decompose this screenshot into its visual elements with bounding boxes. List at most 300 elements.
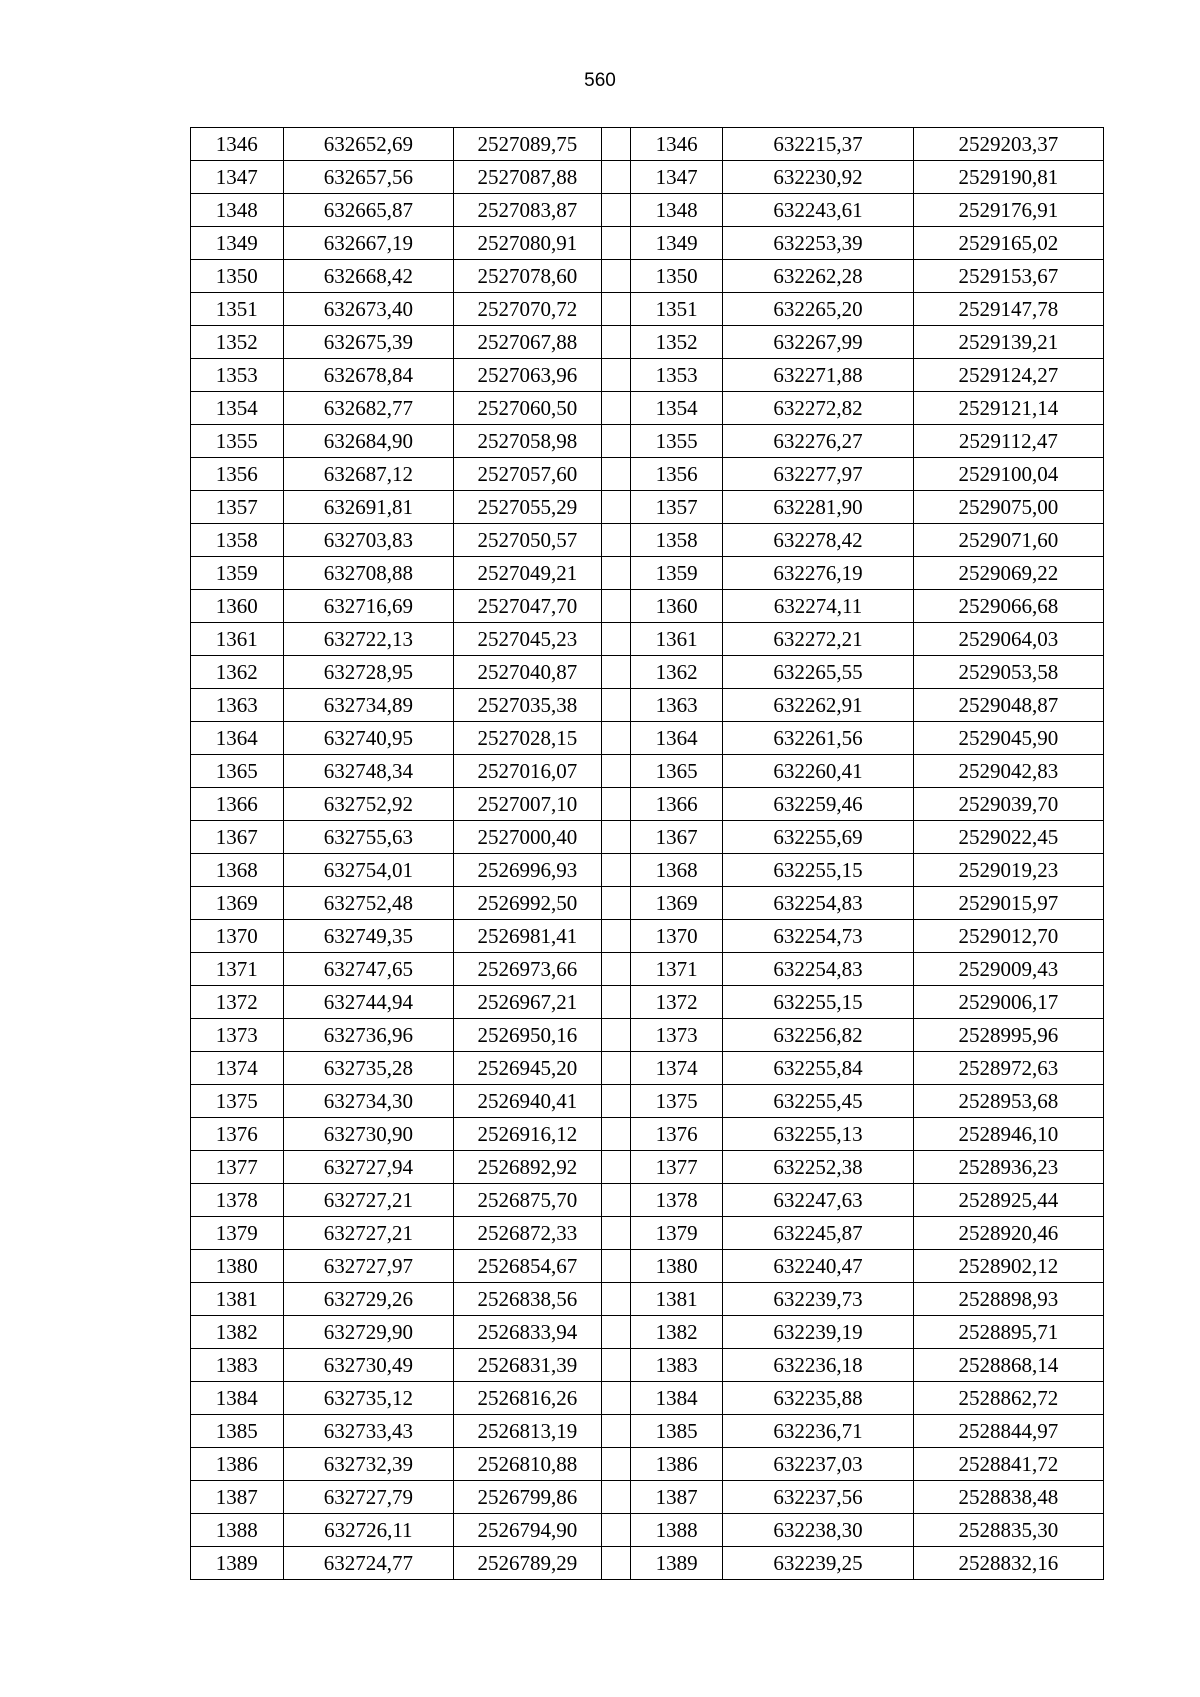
y-coordinate-right: 2528953,68	[913, 1085, 1103, 1118]
y-coordinate-left: 2527000,40	[454, 821, 602, 854]
x-coordinate-right: 632254,83	[723, 887, 913, 920]
y-coordinate-right: 2529069,22	[913, 557, 1103, 590]
y-coordinate-right: 2529121,14	[913, 392, 1103, 425]
y-coordinate-left: 2526838,56	[454, 1283, 602, 1316]
y-coordinate-right: 2529153,67	[913, 260, 1103, 293]
point-number-right: 1354	[630, 392, 723, 425]
y-coordinate-right: 2528862,72	[913, 1382, 1103, 1415]
point-number-left: 1367	[191, 821, 284, 854]
x-coordinate-left: 632729,90	[283, 1316, 454, 1349]
table-row	[191, 1118, 1104, 1151]
separator-cell	[601, 590, 630, 623]
x-coordinate-left: 632682,77	[283, 392, 454, 425]
x-coordinate-left: 632727,94	[283, 1151, 454, 1184]
y-coordinate-left: 2527067,88	[454, 326, 602, 359]
y-coordinate-left: 2526916,12	[454, 1118, 602, 1151]
point-number-right: 1365	[630, 755, 723, 788]
point-number-left: 1377	[191, 1151, 284, 1184]
table-row	[191, 887, 1104, 920]
table-row	[191, 1382, 1104, 1415]
point-number-right: 1386	[630, 1448, 723, 1481]
separator-cell	[601, 458, 630, 491]
x-coordinate-right: 632255,15	[723, 854, 913, 887]
point-number-left: 1365	[191, 755, 284, 788]
y-coordinate-right: 2528835,30	[913, 1514, 1103, 1547]
y-coordinate-left: 2527028,15	[454, 722, 602, 755]
separator-cell	[601, 1250, 630, 1283]
point-number-right: 1367	[630, 821, 723, 854]
y-coordinate-left: 2526872,33	[454, 1217, 602, 1250]
y-coordinate-left: 2527045,23	[454, 623, 602, 656]
point-number-right: 1356	[630, 458, 723, 491]
x-coordinate-left: 632735,28	[283, 1052, 454, 1085]
point-number-right: 1373	[630, 1019, 723, 1052]
point-number-left: 1387	[191, 1481, 284, 1514]
x-coordinate-left: 632703,83	[283, 524, 454, 557]
separator-cell	[601, 1052, 630, 1085]
x-coordinate-left: 632727,79	[283, 1481, 454, 1514]
x-coordinate-left: 632724,77	[283, 1547, 454, 1580]
x-coordinate-right: 632239,73	[723, 1283, 913, 1316]
point-number-right: 1370	[630, 920, 723, 953]
point-number-right: 1368	[630, 854, 723, 887]
table-row	[191, 788, 1104, 821]
point-number-left: 1364	[191, 722, 284, 755]
x-coordinate-left: 632755,63	[283, 821, 454, 854]
point-number-left: 1381	[191, 1283, 284, 1316]
separator-cell	[601, 260, 630, 293]
y-coordinate-right: 2529075,00	[913, 491, 1103, 524]
table-row	[191, 623, 1104, 656]
x-coordinate-left: 632727,97	[283, 1250, 454, 1283]
separator-cell	[601, 953, 630, 986]
point-number-left: 1378	[191, 1184, 284, 1217]
x-coordinate-right: 632239,25	[723, 1547, 913, 1580]
point-number-right: 1353	[630, 359, 723, 392]
coordinates-table-body	[191, 128, 1104, 1580]
point-number-right: 1363	[630, 689, 723, 722]
x-coordinate-left: 632736,96	[283, 1019, 454, 1052]
point-number-left: 1354	[191, 392, 284, 425]
y-coordinate-left: 2527057,60	[454, 458, 602, 491]
point-number-left: 1380	[191, 1250, 284, 1283]
y-coordinate-left: 2526816,26	[454, 1382, 602, 1415]
y-coordinate-left: 2526945,20	[454, 1052, 602, 1085]
y-coordinate-left: 2527089,75	[454, 128, 602, 161]
point-number-left: 1352	[191, 326, 284, 359]
y-coordinate-right: 2529147,78	[913, 293, 1103, 326]
y-coordinate-right: 2529012,70	[913, 920, 1103, 953]
x-coordinate-right: 632255,45	[723, 1085, 913, 1118]
y-coordinate-right: 2528902,12	[913, 1250, 1103, 1283]
y-coordinate-right: 2528936,23	[913, 1151, 1103, 1184]
x-coordinate-left: 632727,21	[283, 1184, 454, 1217]
y-coordinate-left: 2526810,88	[454, 1448, 602, 1481]
point-number-left: 1384	[191, 1382, 284, 1415]
table-row	[191, 656, 1104, 689]
point-number-left: 1348	[191, 194, 284, 227]
point-number-left: 1368	[191, 854, 284, 887]
y-coordinate-right: 2529015,97	[913, 887, 1103, 920]
y-coordinate-left: 2526799,86	[454, 1481, 602, 1514]
separator-cell	[601, 1316, 630, 1349]
table-row	[191, 1283, 1104, 1316]
x-coordinate-left: 632733,43	[283, 1415, 454, 1448]
y-coordinate-left: 2526973,66	[454, 953, 602, 986]
x-coordinate-right: 632271,88	[723, 359, 913, 392]
y-coordinate-right: 2529009,43	[913, 953, 1103, 986]
point-number-right: 1346	[630, 128, 723, 161]
x-coordinate-right: 632245,87	[723, 1217, 913, 1250]
y-coordinate-right: 2529203,37	[913, 128, 1103, 161]
table-row	[191, 194, 1104, 227]
y-coordinate-right: 2528920,46	[913, 1217, 1103, 1250]
y-coordinate-left: 2527050,57	[454, 524, 602, 557]
separator-cell	[601, 1415, 630, 1448]
x-coordinate-right: 632215,37	[723, 128, 913, 161]
separator-cell	[601, 1217, 630, 1250]
point-number-right: 1379	[630, 1217, 723, 1250]
table-row	[191, 227, 1104, 260]
point-number-left: 1389	[191, 1547, 284, 1580]
point-number-right: 1389	[630, 1547, 723, 1580]
y-coordinate-right: 2529019,23	[913, 854, 1103, 887]
x-coordinate-left: 632730,49	[283, 1349, 454, 1382]
x-coordinate-right: 632230,92	[723, 161, 913, 194]
separator-cell	[601, 1382, 630, 1415]
separator-cell	[601, 1547, 630, 1580]
y-coordinate-right: 2529053,58	[913, 656, 1103, 689]
y-coordinate-right: 2528898,93	[913, 1283, 1103, 1316]
table-row	[191, 1085, 1104, 1118]
x-coordinate-left: 632730,90	[283, 1118, 454, 1151]
y-coordinate-right: 2529165,02	[913, 227, 1103, 260]
y-coordinate-left: 2527047,70	[454, 590, 602, 623]
y-coordinate-right: 2529139,21	[913, 326, 1103, 359]
point-number-left: 1351	[191, 293, 284, 326]
x-coordinate-left: 632727,21	[283, 1217, 454, 1250]
x-coordinate-left: 632734,89	[283, 689, 454, 722]
y-coordinate-right: 2528844,97	[913, 1415, 1103, 1448]
y-coordinate-right: 2528841,72	[913, 1448, 1103, 1481]
point-number-left: 1369	[191, 887, 284, 920]
x-coordinate-left: 632734,30	[283, 1085, 454, 1118]
y-coordinate-left: 2526940,41	[454, 1085, 602, 1118]
separator-cell	[601, 755, 630, 788]
x-coordinate-right: 632261,56	[723, 722, 913, 755]
y-coordinate-right: 2528972,63	[913, 1052, 1103, 1085]
table-row	[191, 326, 1104, 359]
table-row	[191, 1547, 1104, 1580]
x-coordinate-right: 632253,39	[723, 227, 913, 260]
point-number-right: 1385	[630, 1415, 723, 1448]
point-number-left: 1361	[191, 623, 284, 656]
y-coordinate-right: 2529124,27	[913, 359, 1103, 392]
point-number-right: 1347	[630, 161, 723, 194]
x-coordinate-left: 632744,94	[283, 986, 454, 1019]
x-coordinate-right: 632281,90	[723, 491, 913, 524]
y-coordinate-left: 2527035,38	[454, 689, 602, 722]
x-coordinate-right: 632274,11	[723, 590, 913, 623]
separator-cell	[601, 656, 630, 689]
point-number-right: 1364	[630, 722, 723, 755]
point-number-left: 1355	[191, 425, 284, 458]
x-coordinate-right: 632256,82	[723, 1019, 913, 1052]
table-row	[191, 1481, 1104, 1514]
table-row	[191, 1349, 1104, 1382]
point-number-right: 1376	[630, 1118, 723, 1151]
table-row	[191, 260, 1104, 293]
y-coordinate-left: 2526996,93	[454, 854, 602, 887]
x-coordinate-right: 632260,41	[723, 755, 913, 788]
x-coordinate-right: 632237,03	[723, 1448, 913, 1481]
y-coordinate-right: 2528868,14	[913, 1349, 1103, 1382]
y-coordinate-left: 2527040,87	[454, 656, 602, 689]
separator-cell	[601, 227, 630, 260]
separator-cell	[601, 161, 630, 194]
y-coordinate-left: 2526967,21	[454, 986, 602, 1019]
x-coordinate-right: 632265,55	[723, 656, 913, 689]
y-coordinate-right: 2529006,17	[913, 986, 1103, 1019]
x-coordinate-left: 632752,92	[283, 788, 454, 821]
point-number-right: 1372	[630, 986, 723, 1019]
y-coordinate-left: 2526992,50	[454, 887, 602, 920]
table-row	[191, 458, 1104, 491]
separator-cell	[601, 1481, 630, 1514]
table-row	[191, 1184, 1104, 1217]
x-coordinate-left: 632667,19	[283, 227, 454, 260]
table-row	[191, 359, 1104, 392]
point-number-left: 1382	[191, 1316, 284, 1349]
separator-cell	[601, 689, 630, 722]
y-coordinate-left: 2526789,29	[454, 1547, 602, 1580]
y-coordinate-right: 2529064,03	[913, 623, 1103, 656]
point-number-right: 1359	[630, 557, 723, 590]
y-coordinate-right: 2529071,60	[913, 524, 1103, 557]
separator-cell	[601, 491, 630, 524]
table-row	[191, 1415, 1104, 1448]
x-coordinate-right: 632243,61	[723, 194, 913, 227]
point-number-left: 1366	[191, 788, 284, 821]
separator-cell	[601, 293, 630, 326]
point-number-right: 1378	[630, 1184, 723, 1217]
table-row	[191, 491, 1104, 524]
separator-cell	[601, 1514, 630, 1547]
y-coordinate-right: 2529066,68	[913, 590, 1103, 623]
x-coordinate-left: 632657,56	[283, 161, 454, 194]
x-coordinate-right: 632278,42	[723, 524, 913, 557]
point-number-left: 1358	[191, 524, 284, 557]
x-coordinate-right: 632262,28	[723, 260, 913, 293]
point-number-left: 1347	[191, 161, 284, 194]
y-coordinate-right: 2529176,91	[913, 194, 1103, 227]
y-coordinate-right: 2529022,45	[913, 821, 1103, 854]
y-coordinate-left: 2526892,92	[454, 1151, 602, 1184]
table-row	[191, 590, 1104, 623]
point-number-left: 1353	[191, 359, 284, 392]
y-coordinate-right: 2529042,83	[913, 755, 1103, 788]
y-coordinate-left: 2526813,19	[454, 1415, 602, 1448]
x-coordinate-right: 632276,19	[723, 557, 913, 590]
x-coordinate-left: 632691,81	[283, 491, 454, 524]
table-row	[191, 1052, 1104, 1085]
point-number-left: 1360	[191, 590, 284, 623]
point-number-left: 1372	[191, 986, 284, 1019]
x-coordinate-right: 632236,18	[723, 1349, 913, 1382]
point-number-right: 1375	[630, 1085, 723, 1118]
y-coordinate-left: 2527055,29	[454, 491, 602, 524]
x-coordinate-right: 632255,15	[723, 986, 913, 1019]
y-coordinate-right: 2528995,96	[913, 1019, 1103, 1052]
separator-cell	[601, 854, 630, 887]
x-coordinate-left: 632728,95	[283, 656, 454, 689]
table-row	[191, 1514, 1104, 1547]
x-coordinate-left: 632665,87	[283, 194, 454, 227]
x-coordinate-left: 632668,42	[283, 260, 454, 293]
x-coordinate-left: 632673,40	[283, 293, 454, 326]
point-number-right: 1350	[630, 260, 723, 293]
x-coordinate-left: 632722,13	[283, 623, 454, 656]
point-number-left: 1383	[191, 1349, 284, 1382]
x-coordinate-left: 632708,88	[283, 557, 454, 590]
y-coordinate-left: 2526831,39	[454, 1349, 602, 1382]
table-row	[191, 524, 1104, 557]
y-coordinate-left: 2527058,98	[454, 425, 602, 458]
point-number-left: 1373	[191, 1019, 284, 1052]
y-coordinate-left: 2527078,60	[454, 260, 602, 293]
point-number-right: 1371	[630, 953, 723, 986]
separator-cell	[601, 1019, 630, 1052]
separator-cell	[601, 1283, 630, 1316]
point-number-left: 1386	[191, 1448, 284, 1481]
point-number-right: 1387	[630, 1481, 723, 1514]
x-coordinate-left: 632740,95	[283, 722, 454, 755]
point-number-left: 1356	[191, 458, 284, 491]
x-coordinate-left: 632678,84	[283, 359, 454, 392]
y-coordinate-right: 2528946,10	[913, 1118, 1103, 1151]
table-row	[191, 128, 1104, 161]
table-row	[191, 161, 1104, 194]
point-number-left: 1362	[191, 656, 284, 689]
x-coordinate-right: 632276,27	[723, 425, 913, 458]
y-coordinate-left: 2526981,41	[454, 920, 602, 953]
x-coordinate-right: 632238,30	[723, 1514, 913, 1547]
point-number-left: 1359	[191, 557, 284, 590]
table-row	[191, 1250, 1104, 1283]
separator-cell	[601, 623, 630, 656]
x-coordinate-right: 632277,97	[723, 458, 913, 491]
point-number-right: 1382	[630, 1316, 723, 1349]
x-coordinate-left: 632747,65	[283, 953, 454, 986]
table-row	[191, 293, 1104, 326]
x-coordinate-right: 632239,19	[723, 1316, 913, 1349]
separator-cell	[601, 1349, 630, 1382]
x-coordinate-right: 632235,88	[723, 1382, 913, 1415]
point-number-left: 1357	[191, 491, 284, 524]
x-coordinate-left: 632652,69	[283, 128, 454, 161]
x-coordinate-left: 632735,12	[283, 1382, 454, 1415]
separator-cell	[601, 1151, 630, 1184]
x-coordinate-left: 632748,34	[283, 755, 454, 788]
point-number-right: 1361	[630, 623, 723, 656]
y-coordinate-left: 2526854,67	[454, 1250, 602, 1283]
table-row	[191, 1217, 1104, 1250]
separator-cell	[601, 194, 630, 227]
point-number-right: 1366	[630, 788, 723, 821]
point-number-left: 1350	[191, 260, 284, 293]
point-number-right: 1383	[630, 1349, 723, 1382]
x-coordinate-right: 632267,99	[723, 326, 913, 359]
y-coordinate-left: 2527080,91	[454, 227, 602, 260]
x-coordinate-right: 632272,21	[723, 623, 913, 656]
y-coordinate-left: 2526833,94	[454, 1316, 602, 1349]
separator-cell	[601, 722, 630, 755]
point-number-right: 1348	[630, 194, 723, 227]
point-number-left: 1371	[191, 953, 284, 986]
point-number-right: 1381	[630, 1283, 723, 1316]
point-number-left: 1363	[191, 689, 284, 722]
y-coordinate-left: 2527007,10	[454, 788, 602, 821]
x-coordinate-right: 632272,82	[723, 392, 913, 425]
table-row	[191, 953, 1104, 986]
separator-cell	[601, 1118, 630, 1151]
separator-cell	[601, 1184, 630, 1217]
x-coordinate-right: 632255,69	[723, 821, 913, 854]
x-coordinate-left: 632754,01	[283, 854, 454, 887]
x-coordinate-left: 632687,12	[283, 458, 454, 491]
y-coordinate-right: 2529048,87	[913, 689, 1103, 722]
point-number-left: 1370	[191, 920, 284, 953]
y-coordinate-left: 2526875,70	[454, 1184, 602, 1217]
separator-cell	[601, 359, 630, 392]
point-number-left: 1385	[191, 1415, 284, 1448]
separator-cell	[601, 326, 630, 359]
y-coordinate-left: 2527070,72	[454, 293, 602, 326]
x-coordinate-left: 632749,35	[283, 920, 454, 953]
table-row	[191, 986, 1104, 1019]
x-coordinate-left: 632675,39	[283, 326, 454, 359]
y-coordinate-left: 2527060,50	[454, 392, 602, 425]
table-row	[191, 392, 1104, 425]
point-number-right: 1351	[630, 293, 723, 326]
y-coordinate-right: 2529039,70	[913, 788, 1103, 821]
table-row	[191, 425, 1104, 458]
point-number-right: 1374	[630, 1052, 723, 1085]
y-coordinate-right: 2529112,47	[913, 425, 1103, 458]
separator-cell	[601, 887, 630, 920]
y-coordinate-left: 2527049,21	[454, 557, 602, 590]
separator-cell	[601, 920, 630, 953]
x-coordinate-right: 632236,71	[723, 1415, 913, 1448]
point-number-right: 1384	[630, 1382, 723, 1415]
table-row	[191, 854, 1104, 887]
x-coordinate-right: 632255,84	[723, 1052, 913, 1085]
separator-cell	[601, 425, 630, 458]
y-coordinate-left: 2526950,16	[454, 1019, 602, 1052]
point-number-left: 1376	[191, 1118, 284, 1151]
x-coordinate-right: 632237,56	[723, 1481, 913, 1514]
separator-cell	[601, 1085, 630, 1118]
x-coordinate-left: 632726,11	[283, 1514, 454, 1547]
x-coordinate-right: 632247,63	[723, 1184, 913, 1217]
separator-cell	[601, 557, 630, 590]
table-row	[191, 920, 1104, 953]
x-coordinate-right: 632255,13	[723, 1118, 913, 1151]
x-coordinate-right: 632252,38	[723, 1151, 913, 1184]
y-coordinate-right: 2529045,90	[913, 722, 1103, 755]
point-number-left: 1379	[191, 1217, 284, 1250]
point-number-right: 1362	[630, 656, 723, 689]
